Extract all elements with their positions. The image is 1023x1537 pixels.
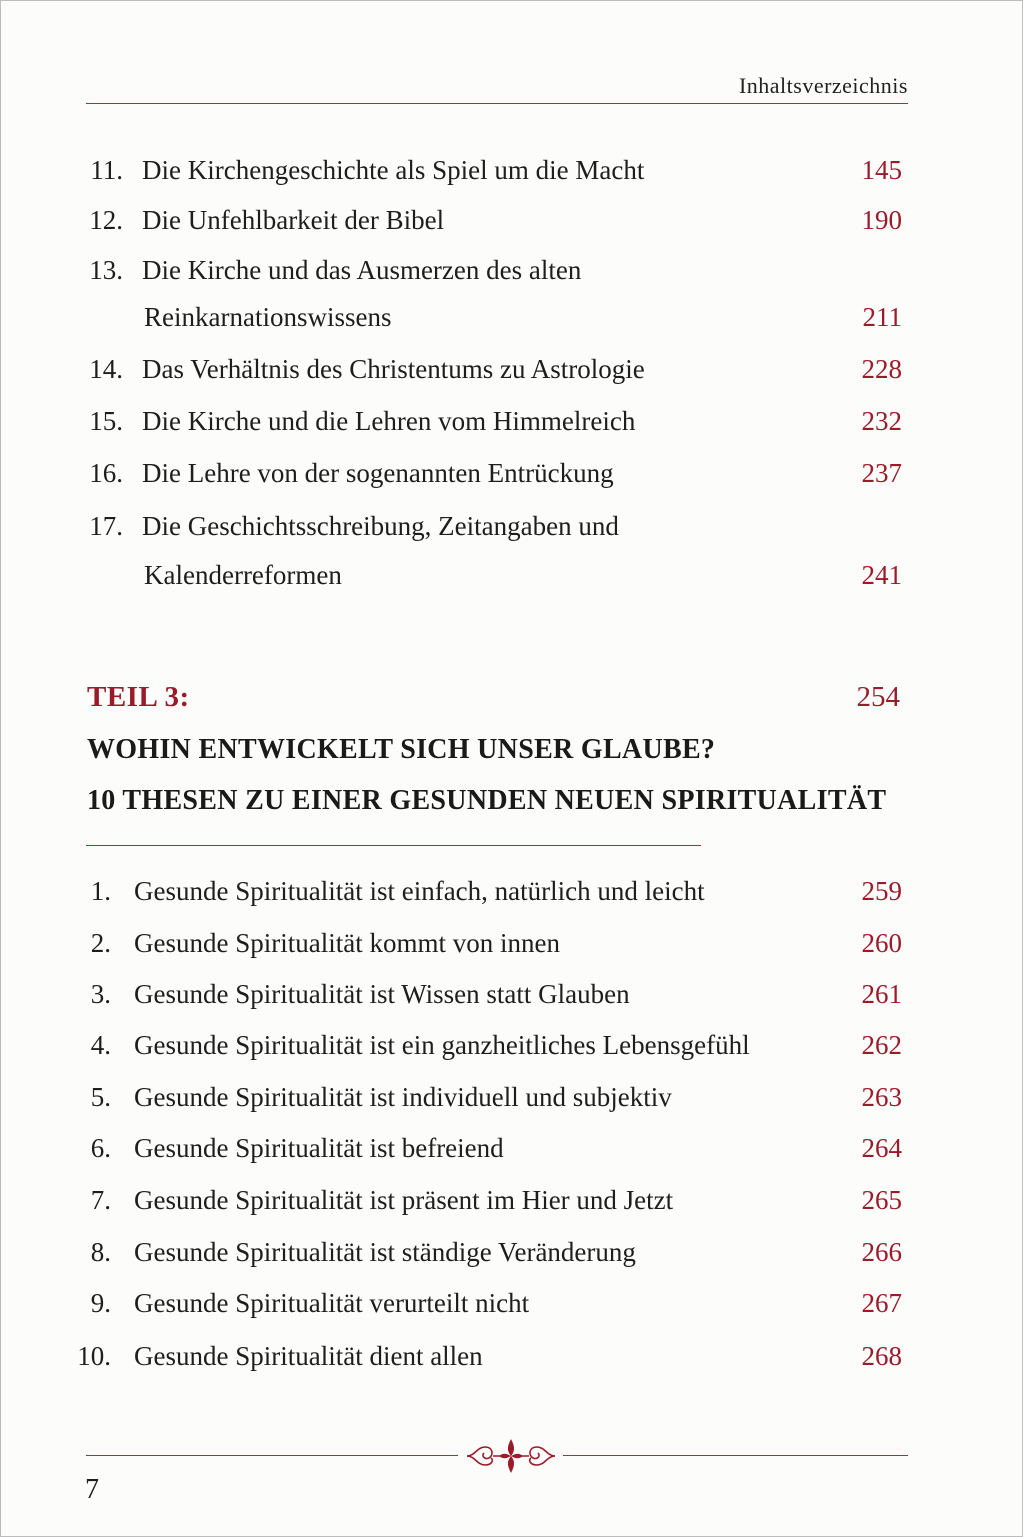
- entry-title: Gesunde Spiritualität kommt von innen: [134, 928, 560, 958]
- entry-page: 263: [861, 1082, 902, 1112]
- entry-number: 2.: [90, 928, 111, 958]
- entry-page: 145: [861, 155, 902, 185]
- part-heading-line2: 10 THESEN ZU EINER GESUNDEN NEUEN SPIRITUALITÄT: [87, 785, 887, 816]
- entry-page: 241: [861, 560, 902, 590]
- entry-title: Die Kirche und das Ausmerzen des alten: [142, 255, 582, 285]
- entry-title: Die Kirche und die Lehren vom Himmelreich: [142, 406, 636, 436]
- entry-title: Gesunde Spiritualität ist individuell und subjektiv: [134, 1082, 672, 1112]
- entry-page: 260: [861, 928, 902, 958]
- entry-number: 17.: [89, 511, 123, 541]
- entry-page: 268: [861, 1341, 902, 1371]
- entry-number: 10.: [77, 1341, 111, 1371]
- entry-number: 7.: [90, 1185, 111, 1215]
- entry-number: 4.: [90, 1030, 111, 1060]
- page-number: 7: [85, 1474, 99, 1505]
- entry-title: Das Verhältnis des Christentums zu Astrologie: [142, 354, 645, 384]
- entry-number: 1.: [90, 876, 111, 906]
- entry-title: Gesunde Spiritualität ist einfach, natürlich und leicht: [134, 876, 705, 906]
- entry-page: 266: [861, 1237, 902, 1267]
- entry-title: Die Lehre von der sogenannten Entrückung: [142, 458, 614, 488]
- entry-page: 261: [861, 979, 902, 1009]
- entry-title: Die Geschichtsschreibung, Zeitangaben und: [142, 511, 619, 541]
- entry-page: 228: [861, 354, 902, 384]
- part-label: TEIL 3:: [87, 681, 190, 713]
- entry-number: 11.: [90, 155, 123, 185]
- entry-number: 13.: [89, 255, 123, 285]
- entry-title: Die Unfehlbarkeit der Bibel: [142, 205, 445, 235]
- entry-page: 190: [861, 205, 902, 235]
- entry-number: 12.: [89, 205, 123, 235]
- entry-number: 15.: [89, 406, 123, 436]
- entry-page: 237: [861, 458, 902, 488]
- entry-number: 14.: [89, 354, 123, 384]
- part-page: 254: [856, 681, 900, 713]
- section-rule: [86, 845, 701, 846]
- entry-number: 8.: [90, 1237, 111, 1267]
- entry-page: 259: [861, 876, 902, 906]
- entry-title: Gesunde Spiritualität ist ein ganzheitliches Lebensgefühl: [134, 1030, 750, 1060]
- entry-title: Gesunde Spiritualität ist Wissen statt Glauben: [134, 979, 630, 1009]
- entry-title-continued: Reinkarnationswissens: [144, 302, 392, 332]
- entry-page: 267: [861, 1288, 902, 1318]
- entry-page: 264: [861, 1133, 902, 1163]
- entry-title: Gesunde Spiritualität ist ständige Veränderung: [134, 1237, 636, 1267]
- entry-page: 232: [861, 406, 902, 436]
- entry-title: Gesunde Spiritualität dient allen: [134, 1341, 483, 1371]
- entry-number: 5.: [90, 1082, 111, 1112]
- entry-number: 9.: [90, 1288, 111, 1318]
- entry-title: Gesunde Spiritualität ist befreiend: [134, 1133, 504, 1163]
- header-rule: [86, 103, 908, 104]
- entry-title: Gesunde Spiritualität verurteilt nicht: [134, 1288, 530, 1318]
- footer-rule-right: [563, 1455, 908, 1456]
- entry-page: 265: [861, 1185, 902, 1215]
- entry-page: 262: [861, 1030, 902, 1060]
- part-heading-line1: WOHIN ENTWICKELT SICH UNSER GLAUBE?: [87, 734, 716, 765]
- running-header: Inhaltsverzeichnis: [738, 73, 908, 98]
- footer-rule-left: [86, 1455, 458, 1456]
- entry-page: 211: [862, 302, 902, 332]
- entry-number: 16.: [89, 458, 123, 488]
- entry-number: 6.: [90, 1133, 111, 1163]
- entry-number: 3.: [90, 979, 111, 1009]
- entry-title: Die Kirchengeschichte als Spiel um die Macht: [142, 155, 645, 185]
- entry-title: Gesunde Spiritualität ist präsent im Hier und Jetzt: [134, 1185, 674, 1215]
- flourish-ornament-icon: [463, 1433, 559, 1479]
- entry-title-continued: Kalenderreformen: [144, 560, 342, 590]
